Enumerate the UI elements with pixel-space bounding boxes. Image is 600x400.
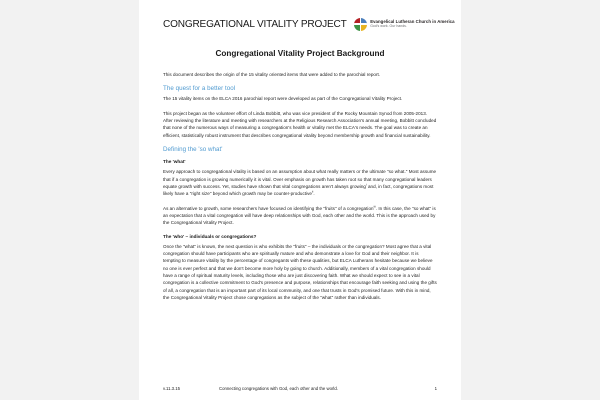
footnote-marker-2: ii: [311, 189, 314, 194]
subsection-what-paragraph-2: [163, 205, 437, 227]
subsection-what-paragraph-1-text: Every approach to congregational vitality is based on an assumption about what really matters or the ultimate "so what." Most assume that if a congregation is growing numerically it is vital. Over emphasis on growth has taken root so that many congregational leaders equate growth with success. Yet, studies have shown that vital congregations aren't always growing: [163, 169, 437, 189]
document-footer: [163, 386, 437, 391]
brand-title: CONGREGATIONAL VITALITY PROJECT: [163, 18, 347, 30]
footer-page-number: 1: [434, 386, 437, 391]
footer-version: v.11.3.15: [163, 386, 181, 391]
subsection-what-paragraph-1-tail: and, in fact, congregations most likely have a "right size" beyond which growth may be counter-productive: [163, 183, 434, 197]
subsection-who-paragraph-1: Once the "what" is known, the next question is who exhibits the "fruits" – the individuals or the congregation? Most agree that a vital congregation should have participants who are spiritually mature and who demonstrate a love for God and their neighbor. It is tempting to measure vitality by the percentage of congregants with these qualities, but ELCA Lutherans hesitate because we believe no one is ever perfect and that we don't become more holy by going to church. Additionally, members of a vital congregation should have a range of spiritual maturity levels, including those who are just discovering faith. What we should expect to see in a vital congregation is a collective commitment to God's presence and purpose, relationships that encourage faith seeking and using the gifts of all, a congregation that is an important part of its local community, and one that trusts in God's promised future. With this in mind, the Congregational Vitality Project chose congregations as the subject of the "what" rather than individuals.: [163, 243, 437, 301]
elca-logo-lockup: [354, 18, 454, 31]
page-title: Congregational Vitality Project Background: [215, 49, 385, 58]
intro-paragraph: This document describes the origin of the 15 vitality oriented items that were added to the parochial report.: [163, 72, 381, 77]
elca-cross-emblem-icon: [354, 18, 367, 31]
section-heading-defining: Defining the 'so what': [163, 146, 223, 154]
subsection-heading-what: The 'what': [163, 159, 186, 165]
document-header: [163, 13, 455, 35]
elca-org-name: Evangelical Lutheran Church in America: [370, 18, 455, 24]
subsection-what-paragraph-2-text: As an alternative to growth, some researchers have focused on identifying the "fruits" of a congregation: [163, 205, 374, 211]
subsection-what-paragraph-1: Every approach to congregational vitality is based on an assumption about what really matters or the ultimate "so what." Most assume that if a congregation is growing numerically it is vital. Over emphasis on growth has taken root so that many congregational leaders equate growth with success. Yet, studies have shown that vital congregations aren't always growing$^i$ and, in fact, congregations most likely have a "right size" beyond which growth may be counter-productive$^{ii}$.: [163, 169, 437, 197]
subsection-what-paragraph-2-tail: . In this case, the "so what" is an expectation that a vital congregation will have deep relationships with God, each other and the world. This is the approach used by the Congregational Vitality Project.: [163, 205, 436, 226]
section-heading-quest: The quest for a better tool: [163, 85, 236, 93]
elca-tagline: God's work. Our hands.: [370, 23, 407, 28]
footer-tagline: Connecting congregations with God, each other and the world.: [219, 386, 338, 391]
subsection-heading-who: The 'who' – individuals or congregations?: [163, 233, 257, 239]
elca-logo-text: [370, 20, 454, 29]
section-quest-paragraph-1: The 15 vitality items on the ELCA 2016 parochial report were developed as part of the Congregational Vitality Project.: [163, 96, 403, 102]
document-page: [139, 0, 461, 400]
footnote-marker-1: i: [365, 182, 367, 187]
section-quest-paragraph-2: This project began as the volunteer effort of Linda Bobbitt, who was vice president of the Rocky Mountain Synod from 2005-2013. After reviewing the literature and meeting with researchers at the Religious Research Association's annual meeting, Bobbitt concluded that none of the numerous ways of measuring a congregation's health or vitality met the ELCA's needs. The goal was to create an efficient, statistically robust instrument that describes congregational vitality beyond membership growth and financial sustainability.: [163, 110, 437, 138]
footnote-marker-3: iii: [373, 204, 376, 209]
